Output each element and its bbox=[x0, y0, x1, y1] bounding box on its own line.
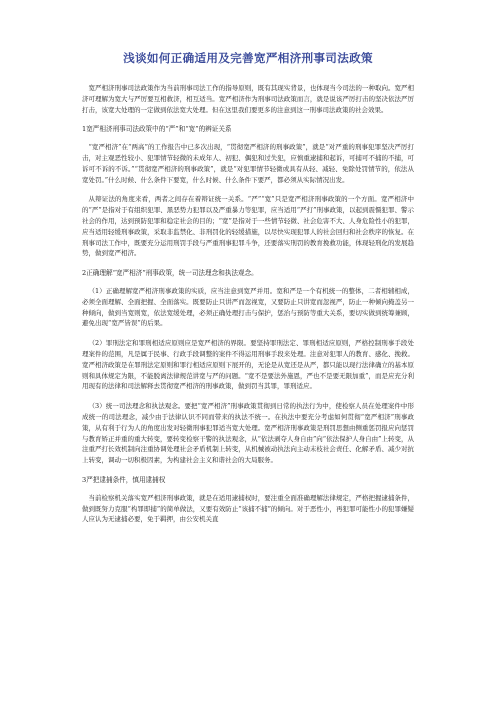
section-2-paragraph-3: （3）统一司法理念和执法观念。要把“宽严相济”刑事政策贯彻到日常的执法行为中，使检察人员在处理案件中形成统一的司法理念，减少由于法律认识不同而带来的执法不统一。在执法中要充分考虑如何贯彻“宽严相济”刑事政策，从有利于行为人的角度出发对轻微刑事犯罪适当宽大处理。宽严相济刑事政策是刑罚思想由侧重惩罚报应向惩罚与教育矫正并重的重大转变，要转变检察干警的执法观念，从“依法剥夺人身自由”向“依法保护人身自由”上转变，从注重严打长效机制向注重协调处理社会矛盾机制上转变，从机械被动执法向主动末枝社会责任、化解矛盾、减少对抗上转变，调动一切积极因素，为构建社会主义和谐社会的大局服务。 bbox=[82, 402, 414, 465]
section-heading-3: 3严把逮捕条件，慎用逮捕权 bbox=[82, 475, 166, 484]
section-2-paragraph-2: （2）罪刑法定和罪刑相适应原则应是宽严相济的界限。要坚持罪刑法定、罪刑相适应原则，严格控制刑事手段处理案件的范围，凡是属于民事、行政手段调整的案件不得运用刑事手段来处理。注意对犯罪人的教育、感化、挽救。宽严相济政策是在罪刑法定原则和罪行相适应原则下展开的，无论是从宽还是从严，都只能以现行法律确立的基本原则和具体规定为限，不能脱离法律规范讲宽与严的问题。“宽不是要法外施恩，严也不是要无限加重”，而是应充分利用现有的法律和司法解释去贯彻宽严相济的刑事政策，做到罚当其罪，罪刑适应。 bbox=[82, 339, 414, 391]
section-1-paragraph-1: “宽严相济”在“两高”的工作报告中已多次出现，“贯彻宽严相济的刑事政策”，就是“对严重的刑事犯罪坚决严厉打击，对主观恶性较小、犯罪情节轻微的未成年人、初犯、偶犯和过失犯，应慎重逮捕和起诉，可捕可不捕的不捕，可诉可不诉的不诉。”“贯彻宽严相济的刑事政策”，就是“对犯罪情节轻微或具有从轻、减轻、免除处罚情节的，依法从宽处罚。”什么时候、什么条件下要宽，什么时候、什么条件下要严，都必须从实际情况出发。 bbox=[82, 143, 414, 184]
section-heading-1: 1宽严相济刑事司法政策中的“严”和“宽”的辨证关系 bbox=[82, 125, 232, 134]
document-title: 浅谈如何正确适用及完善宽严相济刑事司法政策 bbox=[123, 51, 373, 65]
section-1-paragraph-2: 从辩证法的角度来看，两者之间存在着辩证统一关系。“严”“宽”只是宽严相济刑事政策的一个方面。宽严相济中的“严”是指对于有组织犯罪、黑恶势力犯罪以及严重暴力等犯罪，应当适用“严打”刑事政策，以起到震慑犯罪、警示社会的作用，达到预防犯罪和稳定社会的目的；“宽”是指对于一些情节轻微、社会危害不大、人身危险性小的犯罪，应当适用轻缓刑事政策，采取非监禁化、非刑罚化的轻缓措施，以尽快实现犯罪人的社会回归和社会秩序的恢复。在刑事司法工作中，既要充分运用刑罚手段与严重刑事犯罪斗争，还要落实刑罚的教育挽救功能，体现轻刑化的发展趋势，做到宽严相济。 bbox=[82, 195, 414, 258]
intro-paragraph: 宽严相济刑事司法政策作为当前刑事司法工作的指导原则，既有其现实背景，也体现当今司法的一种取向。宽严相济可理解为宽大与严厉要互相救济，相互适当。宽严相济作为刑事司法政策而言，就是说该严厉打击的坚决依法严厉打击，该宽大处理的一定做到依法宽大处理。但在这里我们要更多的注意到这一刑事司法政策的社会效果。 bbox=[82, 84, 414, 114]
section-heading-2: 2正确理解“宽严相济”刑事政策，统一司法理念和执法观念。 bbox=[82, 269, 258, 278]
section-3-paragraph-1: 当前检察机关落实宽严相济刑事政策，就是在适用逮捕权时，要注重全面准确理解法律规定，严格把握逮捕条件，做到既努力克服“构罪即捕”的简单做法，又要有效防止“该捕不捕”的倾向。对于恶性小，再犯罪可能性小的犯罪嫌疑人应认为无逮捕必要，免于羁押，由公安机关直 bbox=[82, 493, 414, 524]
section-2-paragraph-1: （1）正确理解宽严相济刑事政策的实质，应当注意到宽严并用。宽和严是一个有机统一的整体，二者相辅相成，必须全面理解、全面把握、全面落实。既要防止只讲严而忽视宽，又要防止只讲宽而忽视严，防止一种倾向掩盖另一种倾向，做到当宽则宽，依法宽缓处理，必须正确处理打击与保护，惩治与预防等重大关系，要切实做到统筹兼顾，避免出现“宽严皆误”的后果。 bbox=[82, 286, 414, 328]
